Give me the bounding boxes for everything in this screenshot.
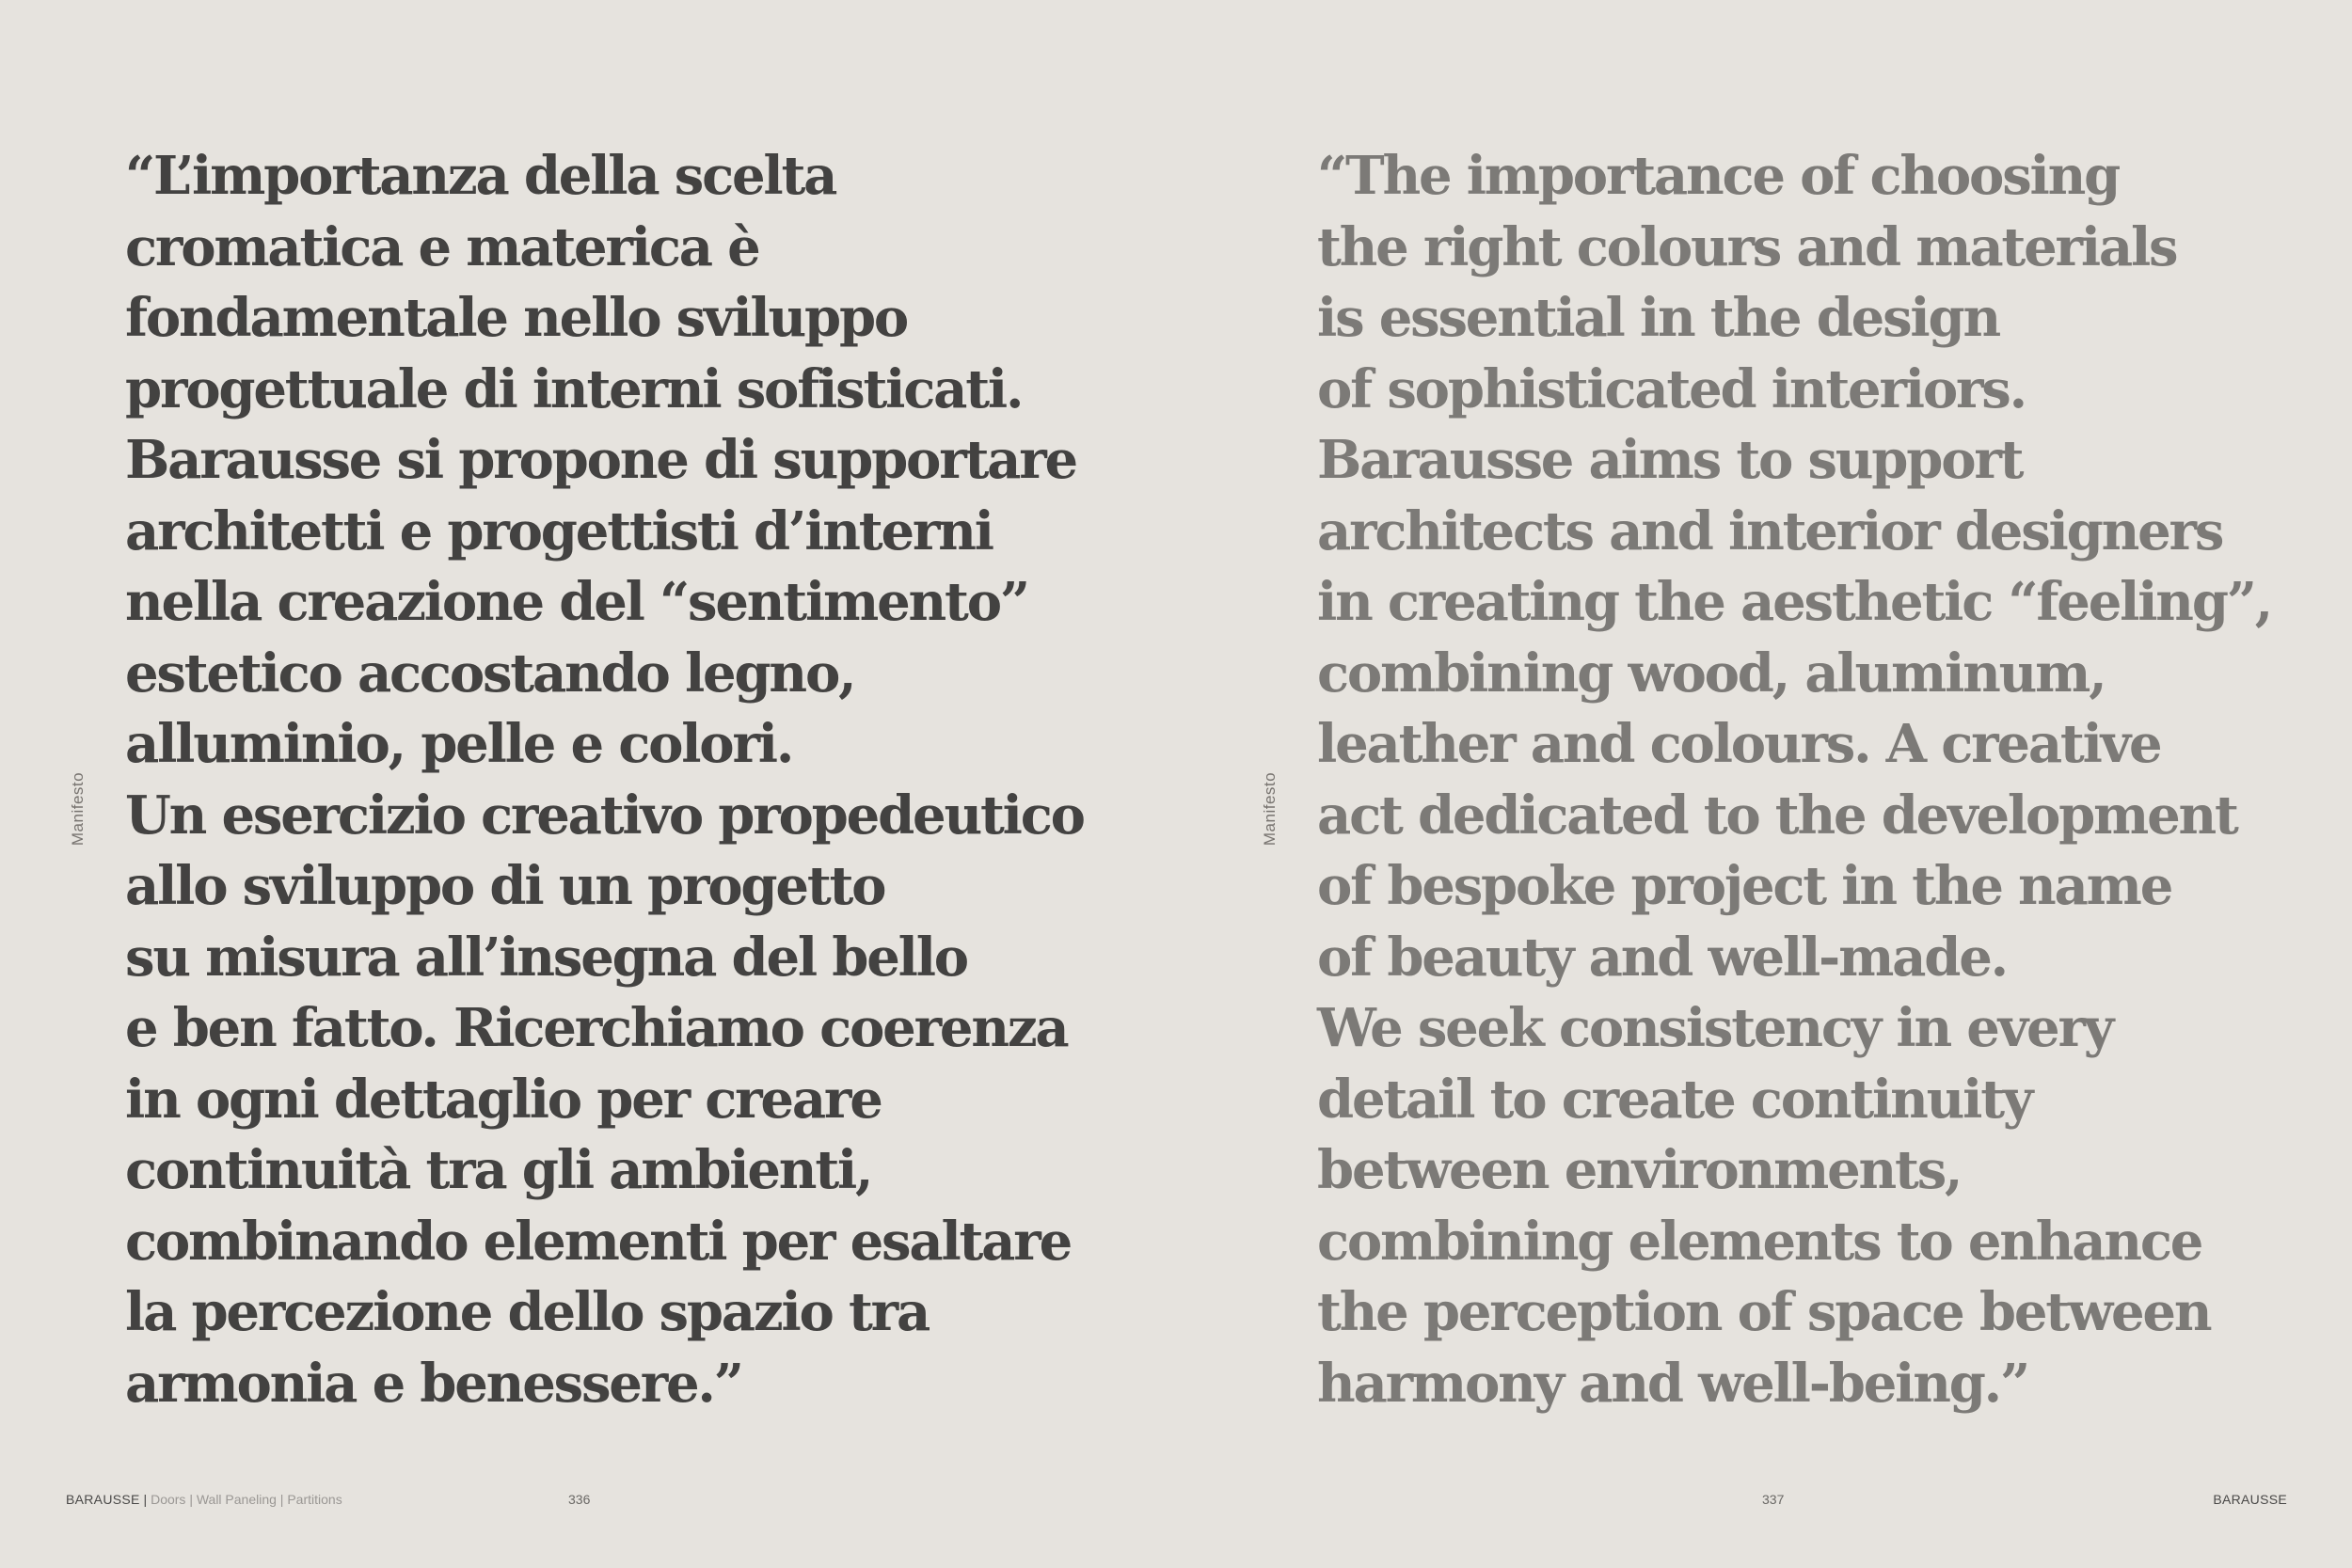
quote-line: Barausse aims to support: [1317, 429, 2023, 491]
page-number-right: 337: [1762, 1492, 1785, 1507]
page-number-left: 336: [568, 1492, 591, 1507]
quote-line: continuità tra gli ambienti,: [125, 1139, 872, 1201]
quote-line: architetti e progettisti d’interni: [125, 499, 993, 562]
quote-line: leather and colours. A creative: [1317, 713, 2161, 775]
quote-line: the right colours and materials: [1317, 215, 2177, 278]
quote-line: “The importance of choosing: [1317, 145, 2120, 207]
quote-line: between environments,: [1317, 1139, 1962, 1201]
quote-line: “L’importanza della scelta: [125, 145, 836, 207]
quote-line: of beauty and well-made.: [1317, 926, 2007, 989]
footer-categories: Doors | Wall Paneling | Partitions: [151, 1492, 342, 1507]
quote-line: harmony and well-being.”: [1317, 1352, 2028, 1415]
quote-line: armonia e benessere.”: [125, 1352, 742, 1415]
english-manifesto-quote: [1317, 141, 2271, 1419]
quote-line: allo sviluppo di un progetto: [125, 855, 885, 917]
quote-line: su misura all’insegna del bello: [125, 926, 967, 989]
quote-line: We seek consistency in every: [1317, 997, 2113, 1059]
quote-line: progettuale di interni sofisticati.: [125, 357, 1023, 420]
footer-brand-line: [66, 1490, 342, 1509]
quote-line: combining elements to enhance: [1317, 1210, 2202, 1273]
quote-line: fondamentale nello sviluppo: [125, 287, 908, 349]
quote-line: nella creazione del “sentimento”: [125, 571, 1028, 633]
quote-line: detail to create continuity: [1317, 1068, 2032, 1131]
quote-line: Barausse si propone di supportare: [125, 429, 1076, 491]
footer-brand-name-right: BARAUSSE: [2213, 1492, 2287, 1507]
quote-line: cromatica e materica è: [125, 215, 759, 278]
italian-manifesto-quote: [125, 141, 1084, 1419]
quote-line: of sophisticated interiors.: [1317, 357, 2026, 420]
quote-line: is essential in the design: [1317, 287, 1999, 349]
quote-line: combining wood, aluminum,: [1317, 641, 2106, 705]
quote-line: in ogni dettaglio per creare: [125, 1068, 882, 1131]
quote-line: Un esercizio creativo propedeutico: [125, 784, 1084, 847]
quote-line: la percezione dello spazio tra: [125, 1281, 930, 1343]
quote-line: act dedicated to the development: [1317, 784, 2237, 847]
quote-line: alluminio, pelle e colori.: [125, 713, 793, 775]
quote-line: combinando elementi per esaltare: [125, 1210, 1072, 1273]
quote-line: architects and interior designers: [1317, 499, 2223, 562]
quote-line: of bespoke project in the name: [1317, 855, 2172, 917]
quote-line: the perception of space between: [1317, 1281, 2211, 1343]
footer-brand-name: BARAUSSE: [66, 1492, 140, 1507]
side-label-manifesto: Manifesto: [1261, 771, 1279, 847]
quote-line: estetico accostando legno,: [125, 641, 855, 705]
quote-line: in creating the aesthetic “feeling”,: [1317, 571, 2272, 633]
footer-separator: |: [143, 1492, 148, 1507]
quote-line: e ben fatto. Ricerchiamo coerenza: [125, 997, 1068, 1059]
side-label-manifesto: Manifesto: [69, 771, 87, 847]
right-page: [1176, 0, 2352, 1568]
